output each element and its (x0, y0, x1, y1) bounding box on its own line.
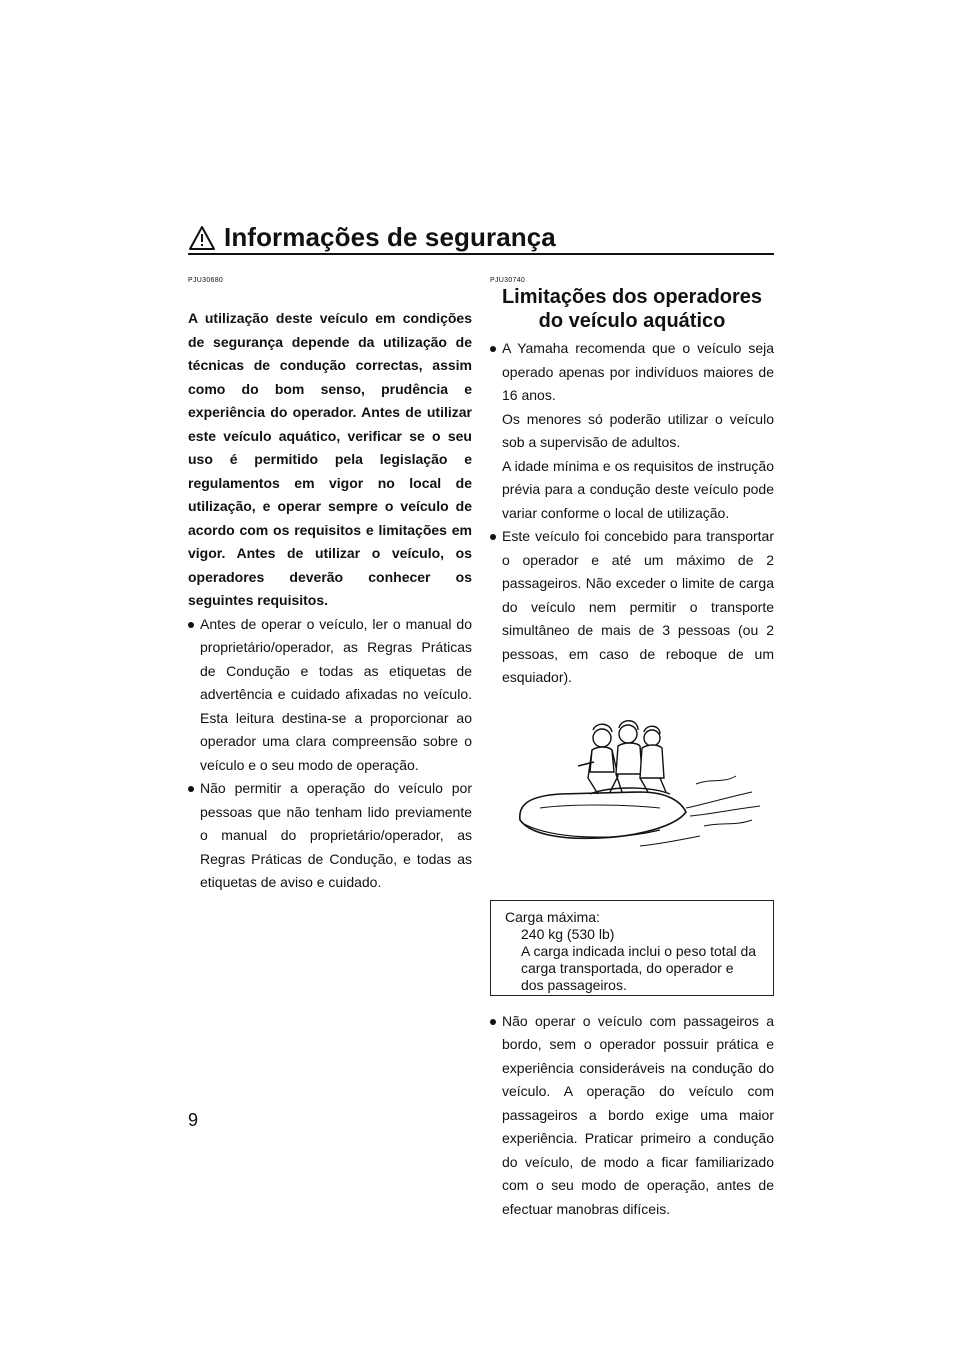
list-item (490, 525, 774, 690)
page-header (188, 222, 774, 253)
list-item-text: A Yamaha recomenda que o veículo seja operado apenas por indivíduos maiores de 16 anos. (502, 340, 774, 403)
list-item (490, 1010, 774, 1222)
intro-paragraph: A utilização deste veículo em condições de segurança depende da utilização de técnicas de condução correctas, assim como do bom senso, prudência e experiência do operador. Antes de utilizar este veículo aquático, verificar se o seu uso é permitido pela legislação e regulamentos em vigor no local de utilização, e operar sempre o veículo de acordo com os requisitos e limitações em vigor. Antes de utilizar o veículo, os operadores deverão conhecer os seguintes requisitos. (188, 310, 472, 608)
list-item-text: A idade mínima e os requisitos de instrução prévia para a condução deste veículo pode variar conforme o local de utilização. (502, 457, 774, 521)
list-item (188, 613, 472, 778)
list-item-text: Não permitir a operação do veículo por pessoas que não tenham lido previamente o manual do proprietário/operador, as Regras Práticas de Condução, e todas as etiquetas de aviso e cuidado. (200, 780, 472, 890)
bullet-icon (490, 534, 496, 540)
watercraft-illustration (490, 708, 774, 858)
passenger-list (490, 1010, 774, 1222)
page-number: 9 (188, 1110, 199, 1130)
section-title: Limitações dos operadores do veículo aquático (501, 286, 763, 332)
section-code-right: PJU30740 (490, 277, 526, 284)
right-column (490, 276, 774, 1221)
list-item-text: Este veículo foi concebido para transportar o operador e até um máximo de 2 passageiros. Não exceder o limite de carga do veículo nem permitir o transporte simultâneo de mais de 3 pessoas (ou 2 pessoas, em caso de reboque de um esquiador). (502, 528, 774, 685)
list-item-text: Não operar o veículo com passageiros a bordo, sem o operador possuir prática e experiência consideráveis na condução do veículo. A operação do veículo com passageiros a bordo exige uma maior experiência. Praticar primeiro a condução do veículo, de modo a ficar familiarizado com o seu modo de operação, antes de efectuar manobras difíceis. (502, 1012, 774, 1217)
watercraft-with-riders-icon (490, 708, 774, 858)
spec-value: 240 kg (530 lb) (521, 925, 615, 942)
warning-triangle-icon (188, 225, 216, 251)
bullet-icon (490, 1019, 496, 1025)
operator-limits-list (490, 337, 774, 690)
page-title: Informações de segurança (224, 222, 556, 252)
list-item (490, 337, 774, 525)
spec-note: A carga indicada inclui o peso total da carga transportada, do operador e dos passageiros. (521, 942, 757, 993)
section-code-left: PJU30680 (188, 277, 224, 284)
left-column (188, 276, 472, 895)
header-divider (188, 253, 774, 255)
bullet-icon (188, 622, 194, 628)
spec-label: Carga máxima: (505, 908, 600, 925)
list-item-text: Antes de operar o veículo, ler o manual do proprietário/operador, as Regras Práticas de Condução e todas as etiquetas de advertência e cuidado afixadas no veículo. Esta leitura destina-se a proporcionar ao operador uma clara compreensão sobre o veículo e o seu modo de operação. (200, 615, 472, 773)
bullet-icon (490, 346, 496, 352)
list-item (188, 777, 472, 895)
max-load-spec-box (490, 900, 774, 996)
requirements-list (188, 613, 472, 895)
list-item-text: Os menores só poderão utilizar o veículo sob a supervisão de adultos. (502, 410, 774, 450)
bullet-icon (188, 786, 194, 792)
